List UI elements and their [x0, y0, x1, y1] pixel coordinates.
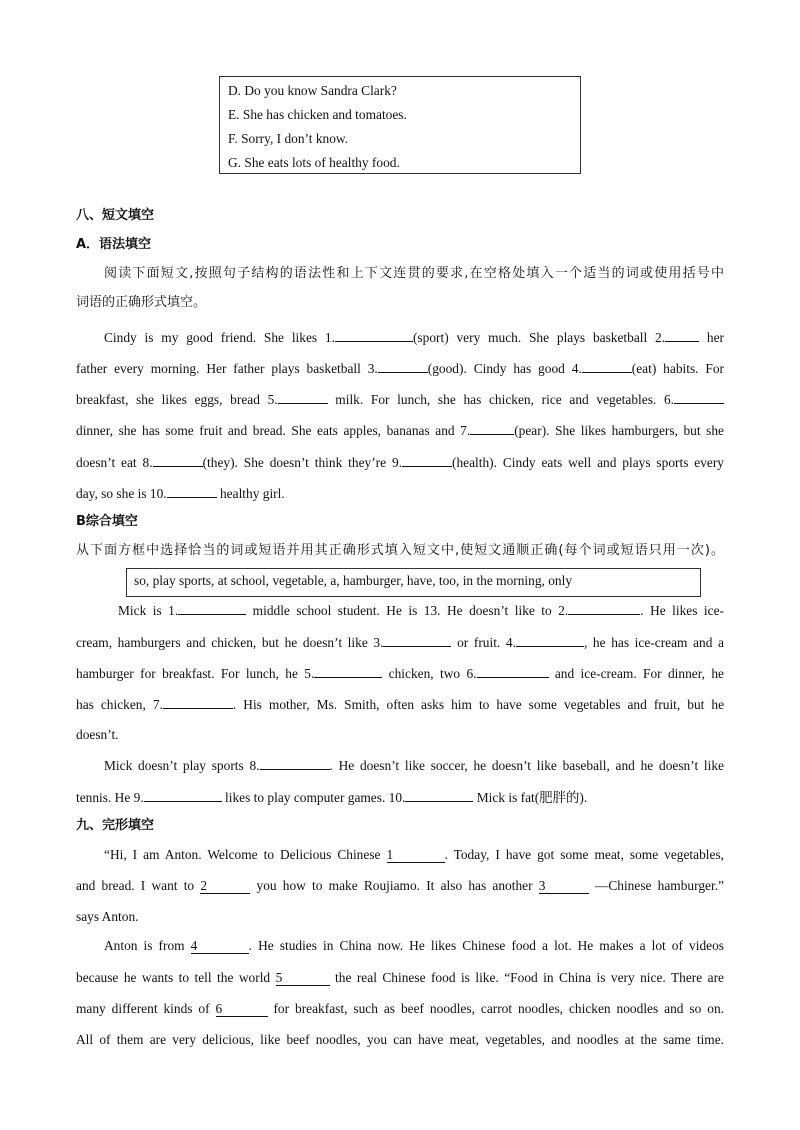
blank-b10[interactable] — [405, 787, 473, 802]
blank-6[interactable] — [674, 389, 724, 404]
cloze-line: because he wants to tell the world 5 the real Chinese food is like. “Food in China is very nice. There are — [76, 970, 725, 985]
blank-4[interactable] — [582, 358, 632, 373]
cloze-blank-6[interactable]: 6 — [216, 1002, 268, 1017]
option-g: G. She eats lots of healthy food. — [228, 155, 400, 170]
blank-b1[interactable] — [178, 600, 246, 615]
cloze-blank-3[interactable]: 3 — [539, 879, 589, 894]
blank-b4[interactable] — [516, 632, 584, 647]
passage-a-line: dinner, she has some fruit and bread. She eats apples, bananas and 7. (pear). She likes hamburgers, but she — [76, 420, 724, 441]
passage-b-line: hamburger for breakfast. For lunch, he 5. chicken, two 6. and ice-cream. For dinner, he — [76, 663, 724, 684]
part-a-instruction-cont: 词语的正确形式填空。 — [76, 295, 207, 310]
blank-2[interactable] — [665, 327, 699, 342]
part-a-instruction: 阅读下面短文,按照句子结构的语法性和上下文连贯的要求,在空格处填入一个适当的词或使用括号中 — [104, 266, 724, 281]
blank-b6[interactable] — [477, 663, 549, 678]
cloze-blank-4[interactable]: 4 — [191, 939, 249, 954]
cloze-blank-1[interactable]: 1 — [387, 848, 445, 863]
blank-b3[interactable] — [383, 632, 451, 647]
word-box: so, play sports, at school, vegetable, a, hamburger, have, too, in the morning, only — [126, 568, 701, 597]
blank-10[interactable] — [167, 483, 217, 498]
cloze-blank-5[interactable]: 5 — [276, 971, 330, 986]
part-b-instruction: 从下面方框中选择恰当的词或短语并用其正确形式填入短文中,使短文通顺正确(每个词或短语只用一次)。 — [76, 543, 724, 558]
cloze-line: and bread. I want to 2 you how to make Roujiamo. It also has another 3 —Chinese hamburger.” — [76, 878, 724, 893]
passage-a-line: breakfast, she likes eggs, bread 5. milk. For lunch, she has chicken, rice and vegetables. 6. — [76, 389, 724, 410]
passage-b-line: Mick doesn’t play sports 8. . He doesn’t like soccer, he doesn’t like baseball, and he doesn’t like — [76, 755, 724, 776]
blank-b5[interactable] — [314, 663, 382, 678]
section-9-title: 九、完形填空 — [76, 818, 155, 833]
cloze-line: All of them are very delicious, like beef noodles, you can have meat, vegetables, and noodles at the same time. — [76, 1032, 724, 1047]
passage-b-line: cream, hamburgers and chicken, but he doesn’t like 3. or fruit. 4. , he has ice-cream and a — [76, 632, 724, 653]
option-e: E. She has chicken and tomatoes. — [228, 107, 407, 122]
part-b-title: B综合填空 — [76, 514, 138, 529]
cloze-line: many different kinds of 6 for breakfast, such as beef noodles, carrot noodles, chicken noodles and so on. — [76, 1001, 724, 1016]
passage-a-line: day, so she is 10. healthy girl. — [76, 483, 724, 504]
blank-5[interactable] — [278, 389, 328, 404]
passage-a-line: Cindy is my good friend. She likes 1. (sport) very much. She plays basketball 2. her — [76, 327, 724, 348]
blank-8[interactable] — [153, 452, 203, 467]
section-8-title: 八、短文填空 — [76, 208, 155, 223]
blank-9[interactable] — [402, 452, 452, 467]
part-a-title: A．语法填空 — [76, 237, 152, 252]
option-d: D. Do you know Sandra Clark? — [228, 83, 397, 98]
blank-b7[interactable] — [163, 694, 233, 709]
cloze-line: “Hi, I am Anton. Welcome to Delicious Chinese 1 . Today, I have got some meat, some vegetables, — [104, 847, 725, 862]
passage-a-line: doesn’t eat 8. (they). She doesn’t think they’re 9. (health). Cindy eats well and plays sports every — [76, 452, 724, 473]
blank-b2[interactable] — [568, 600, 640, 615]
passage-b-line: tennis. He 9. likes to play computer games. 10. Mick is fat(肥胖的). — [76, 787, 724, 808]
blank-b9[interactable] — [144, 787, 222, 802]
passage-b-line: Mick is 1. middle school student. He is 13. He doesn’t like to 2. . He likes ice- — [76, 600, 724, 621]
blank-1[interactable] — [335, 327, 413, 342]
passage-b-line: has chicken, 7. . His mother, Ms. Smith, often asks him to have some vegetables and fruit, but he — [76, 694, 724, 715]
option-f: F. Sorry, I don’t know. — [228, 131, 349, 146]
blank-3[interactable] — [378, 358, 428, 373]
cloze-blank-2[interactable]: 2 — [200, 879, 250, 894]
options-box — [219, 76, 581, 174]
cloze-line: Anton is from 4 . He studies in China now. He likes Chinese food a lot. He makes a lot of videos — [104, 938, 724, 953]
passage-b-line: doesn’t. — [76, 727, 119, 742]
blank-7[interactable] — [470, 420, 514, 435]
passage-a-line: father every morning. Her father plays basketball 3. (good). Cindy has good 4. (eat) habits. For — [76, 358, 724, 379]
blank-b8[interactable] — [260, 755, 330, 770]
cloze-line: says Anton. — [76, 909, 139, 924]
